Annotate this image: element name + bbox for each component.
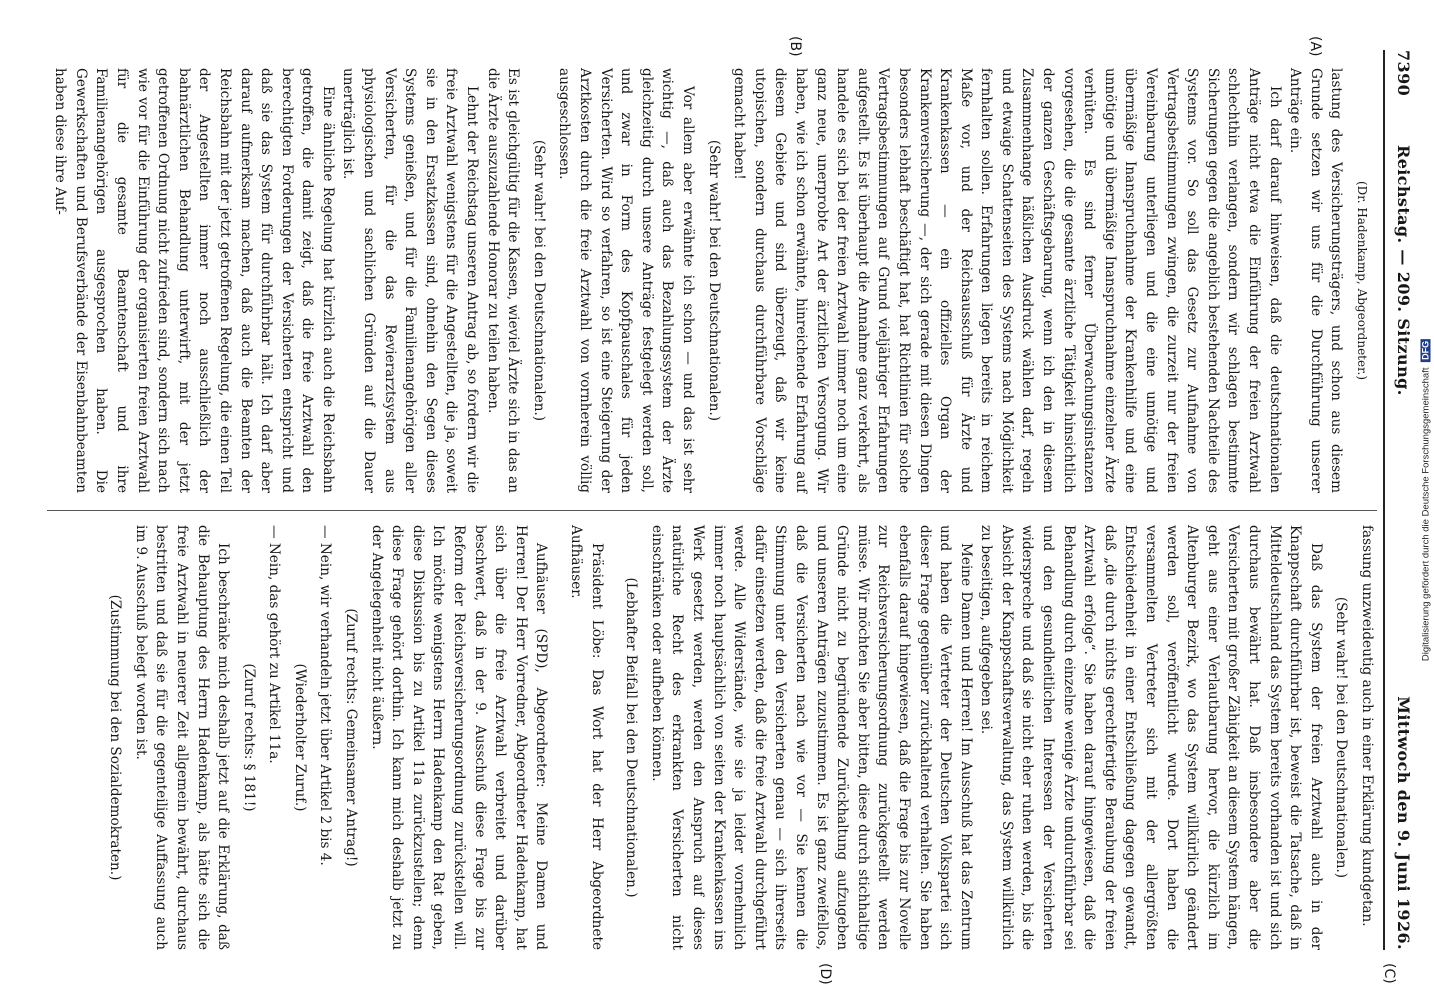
aufhaeuser-speech: Aufhäuser (SPD), Abgeordneter: Meine Damen und Herren! Der Herr Vorredner, Abgeordneter Hadenkamp, hat sich über die freie Arztwahl verbreitet und darüber beschwert, daß in der 9. Ausschuß diese Frage bis zur Reform der Reichsversicherungsordnung zurückstellen will. Ich möchte wenigstens Herrn Hadenkamp den Rat geben, diese Diskussion bis zu Artikel 11a zurückzustellen; denn diese Frage gehört dorthin. Ich kann mich deshalb jetzt zu der Angelegenheit nicht äußern. — [368, 525, 550, 950]
paragraph: Es ist gleichgültig für die Kassen, wieviel Ärzte sich in das an die Ärzte auszuzahlende Honorar zu teilen haben. — [484, 68, 522, 493]
paragraph: fassung unzweideutig auch in einer Erklärung kundgetan. — [1359, 525, 1375, 927]
header-rule — [1383, 50, 1385, 950]
interjection: (Sehr wahr! bei den Deutschnationalen.) — [705, 139, 722, 422]
right-column — [100, 525, 1377, 950]
paragraph: lastung des Versicherungsträgers, und schon aus diesem Grunde setzen wir uns für die Durchführung unserer Anträge ein. — [1287, 68, 1345, 493]
applause: (Lebhafter Beifall bei den Deutschnationalen.) — [623, 577, 640, 898]
left-column — [50, 68, 1377, 493]
paragraph: Ich darf darauf hinweisen, daß die deutschnationalen Anträge nicht etwa die Einführung der freien Arztwahl schlechthin verlangen, sondern wir schlagen bestimmte Sicherungen gegen die angeblich bestehenden Nachteile des Systems vor. So soll das Gesetz zur Aufnahme von Vertragsbestimmungen zwingen, die zurzeit nur der freien Vereinbarung unterliegen und die eine unnötige und übermäßige Inanspruchnahme der Krankenhilfe und eine unnötige und übermäßige Inanspruchnahme einzelner Ärzte verhüten. Es sind ferner Überwachungsinstanzen vorgesehen, die die gesamte ärztliche Tätigkeit hinsichtlich der ganzen Geschäftsgebarung, wenn ich den in diesem Zusammenhange häßlichen Ausdruck wählen darf, regeln und etwaige Schattenseiten des Systems nach Möglichkeit fernhalten sollen. Erfahrungen liegen bereits in reichem Maße vor, und der Reichsausschuß für Ärzte und Krankenkassen — ein offizielles Organ der Krankenversicherung —, der sich gerade mit diesen Dingen besonders lebhaft beschäftigt hat, hat Richtlinien für solche Vertragsbestimmungen auf Grund vieljähriger Erfahrungen aufgestellt. Es ist überhaupt die Annahme ganz verkehrt, als handele es sich bei der freien Arztwahl immer noch um eine ganz neue, unerprobte Art der ärztlichen Versorgung. Wir haben, wie ich schon erwähnte, hinreichende Erfahrung auf diesem Gebiete und sind überzeugt, daß wir keine utopischen, sondern durchaus durchführbare Vorschläge gemacht haben! — [731, 68, 1283, 493]
rotated-document-page — [17, 36, 1417, 985]
paragraph: Ich beschränke mich deshalb jetzt auf die Erklärung, daß die Behauptung des Herrn Hadenkamp, als hätte sich die freie Arztwahl in neuerer Zeit allgemein bewährt, durchaus bestritten und daß sie für die gegenteilige Auffassung auch im 9. Ausschuß belegt worden ist. — [132, 525, 232, 950]
dfg-logo: DFG — [1420, 340, 1431, 360]
callout: (Zuruf rechts: § 181!) — [240, 663, 257, 812]
margin-marker-d: (D) — [817, 963, 833, 985]
interjection: (Sehr wahr! bei den Deutschnationalen.) — [1333, 596, 1350, 879]
president-speech: Präsident Löbe: Das Wort hat der Herr Abgeordnete Aufhäuser. — [568, 525, 605, 950]
column-divider — [47, 510, 1377, 511]
page-number: 7390 — [1394, 50, 1413, 97]
digitization-text: Digitalisierung gefördert durch die Deutsche Forschungsgemeinschaft — [1420, 367, 1432, 662]
paragraph: Lehnt der Reichstag unseren Antrag ab, so fordern wir die freie Arztwahl wenigstens für die Angestellten, die ja, soweit sie in den Ersatzkassen sind, ohnehin den Segen dieses Systems genießen, und für die Familienangehörigen aller Versicherten, für die das Revierarztsystem aus physiologischen und sachlichen Gründen auf die Dauer unerträglich ist. — [340, 68, 481, 493]
digitization-note — [1421, 339, 1432, 661]
callout: — Nein, das gehört zu Artikel 11a. — [266, 525, 283, 764]
paragraph: Meine Damen und Herren! Im Ausschuß hat das Zentrum und haben die Vertreter der Deutschen Volkspartei sich dieser Frage gegenüber zurückhaltend verhalten. Sie haben ebenfalls darauf hingewiesen, daß die Frage bis zur Novelle zur Reichsversicherungsordnung zurückgestellt werden müsse. Wir möchten Sie aber bitten, diese durch stichhaltige Gründe nicht zu begründende Zurückhaltung aufzugeben und unseren Anträgen zuzustimmen. Es ist ganz zweifellos, daß die Versicherten nach wie vor — Sie kennen die Stimmung unter den Versicherten genau — sich ihrerseits dafür einsetzen werden, daß die freie Arztwahl durchgeführt werde. Alle Widerstände, wie sie ja leider vornehmlich immer noch hauptsächlich von seiten der Krankenkassen ins Werk gesetzt werden, werden den Anspruch auf dieses natürliche Recht des erkrankten Versicherten nicht einschränken oder aufheben können. — [648, 525, 974, 950]
callout: — Nein, wir verhandeln jetzt über Artikel 2 bis 4. — [317, 525, 334, 866]
speaker-head: (Dr. Hadenkamp, Abgeordneter.) — [1355, 180, 1369, 381]
interjection: (Sehr wahr! bei den Deutschnationalen.) — [530, 139, 547, 422]
paragraph: Daß das System der freien Arztwahl auch in der Knappschaft durchführbar ist, beweist die Tatsache, daß in Mitteldeutschland das System bereits vorhanden ist und sich durchaus bewährt hat. Daß insbesondere aber die Versicherten mit großer Zähigkeit an diesem System hängen, geht aus einer Verlautbarung hervor, die kürzlich im Altenburger Bezirk, wo das System willkürlich geändert werden soll, veröffentlicht wurde. Dort haben die versammelten Vertreter sich mit der allergrößten Entschiedenheit in einer Entschließung dagegen gewandt, daß „die durch nichts gerechtfertigte Beraubung der freien Arztwahl erfolge“. Sie haben darauf hingewiesen, daß die Behandlung durch einzelne wenige Ärzte undurchführbar sei und den gesundheitlichen Interessen der Versicherten widerspreche und daß sie nicht eher ruhen werden, bis die Absicht der Knappschaftsverwaltung, das System willkürlich zu beseitigen, aufgegeben sei. — [978, 525, 1324, 950]
callout: (Wiederholter Zuruf.) — [291, 663, 308, 812]
session-title: Reichstag. — 209. Sitzung. — [1394, 145, 1413, 396]
margin-marker-c: (C) — [1381, 963, 1397, 984]
paragraph: Vor allem aber erwähnte ich schon — und das ist sehr wichtig —, daß auch das Bezahlungssystem der Ärzte gleichzeitig durch unsere Anträge festgelegt werden soll, und zwar in Form des Kopfpauschales für jeden Versicherten. Wird so verfahren, so ist eine Steigerung der Arztkosten durch die freie Arztwahl von vornherein völlig ausgeschlossen. — [556, 68, 696, 493]
margin-marker-b: (B) — [787, 36, 803, 57]
interjection: (Zustimmung bei den Sozialdemokraten.) — [107, 594, 124, 881]
margin-marker-a: (A) — [1307, 36, 1323, 57]
page-header — [1387, 50, 1413, 950]
paragraph: Eine ähnliche Regelung hat kürzlich auch die Reichsbahn getroffen, die damit zeigt, daß die freie Arztwahl den berechtigten Forderungen der Versicherten entspricht und daß sie das System für durchführbar hält. Ich darf aber darauf aufmerksam machen, daß auch die Beamten der Reichsbahn mit der jetzt getroffenen Regelung, die einen Teil der Angestellten immer noch ausschließlich der bahnärztlichen Behandlung unterwirft, mit der jetzt getroffenen Ordnung nicht zufrieden sind, sondern sich nach wie vor für die Einführung der organisierten freien Arztwahl für die gesamte Beamtenschaft und ihre Familienangehörigen ausgesprochen haben. Die Gewerkschaften und Berufsverbände der Eisenbahnbeamten haben diese ihre Auf- — [52, 68, 336, 493]
callout: (Zuruf rechts: Gemeinsamer Antrag!) — [343, 608, 360, 867]
session-date: Mittwoch den 9. Juni 1926. — [1394, 696, 1413, 950]
